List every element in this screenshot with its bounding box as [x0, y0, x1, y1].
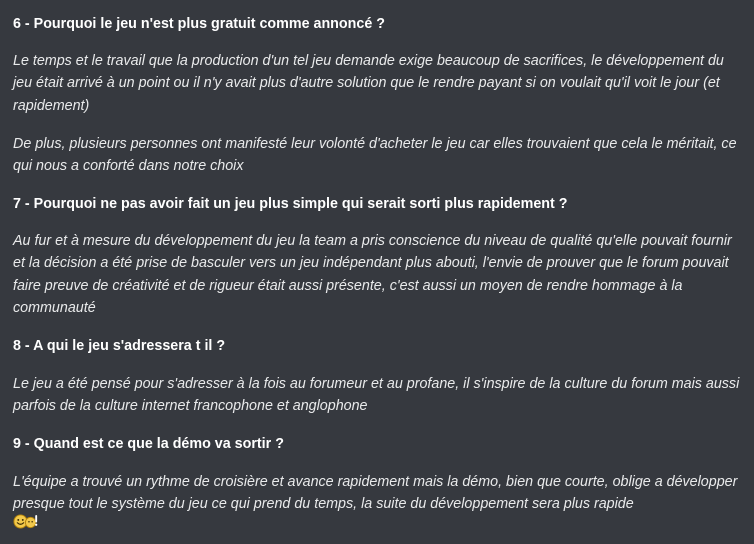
answer-6-paragraph-1: Le temps et le travail que la production d'un tel jeu demande exige beaucoup de sacrifices, le développement du jeu était arrivé à un point ou il n'y avait plus d'autre solution que le rendre payant si on voulait qu'il voit le jour (et rapidement)	[13, 53, 724, 114]
question-8: 8 - A qui le jeu s'adressera t il ?	[13, 338, 226, 354]
answer-8: Le jeu a été pensé pour s'adresser à la fois au forumeur et au profane, il s'inspire de la culture du forum mais aussi parfois de la culture internet francophone et anglophone	[13, 376, 740, 415]
answer-6-paragraph-2: De plus, plusieurs personnes ont manifesté leur volonté d'acheter le jeu car elles trouvaient que cela le méritait, ce qui nous a conforté dans notre choix	[13, 136, 737, 175]
answer-9: L'équipe a trouvé un rythme de croisière et avance rapidement mais la démo, bien que courte, oblige a développer presque tout le système du jeu ce qui prend du temps, la suite du développement sera plus rapide	[13, 474, 738, 513]
answer-7: Au fur et à mesure du développement du jeu la team a pris conscience du niveau de qualité qu'elle pouvait fournir et la décision a été prise de basculer vers un jeu indépendant plus abouti, l'envie de prouver que le forum pouvait faire preuve de créativité et de rigueur était aussi présente, c'est aussi un moyen de rendre hommage à la communauté	[13, 233, 732, 317]
emoji-row	[13, 514, 39, 529]
question-7: 7 - Pourquoi ne pas avoir fait un jeu plus simple qui serait sorti plus rapidement ?	[13, 196, 568, 212]
question-9: 9 - Quand est ce que la démo va sortir ?	[13, 436, 284, 452]
exclamation-smiley-icon	[24, 514, 39, 529]
question-6: 6 - Pourquoi le jeu n'est plus gratuit comme annoncé ?	[13, 16, 385, 32]
